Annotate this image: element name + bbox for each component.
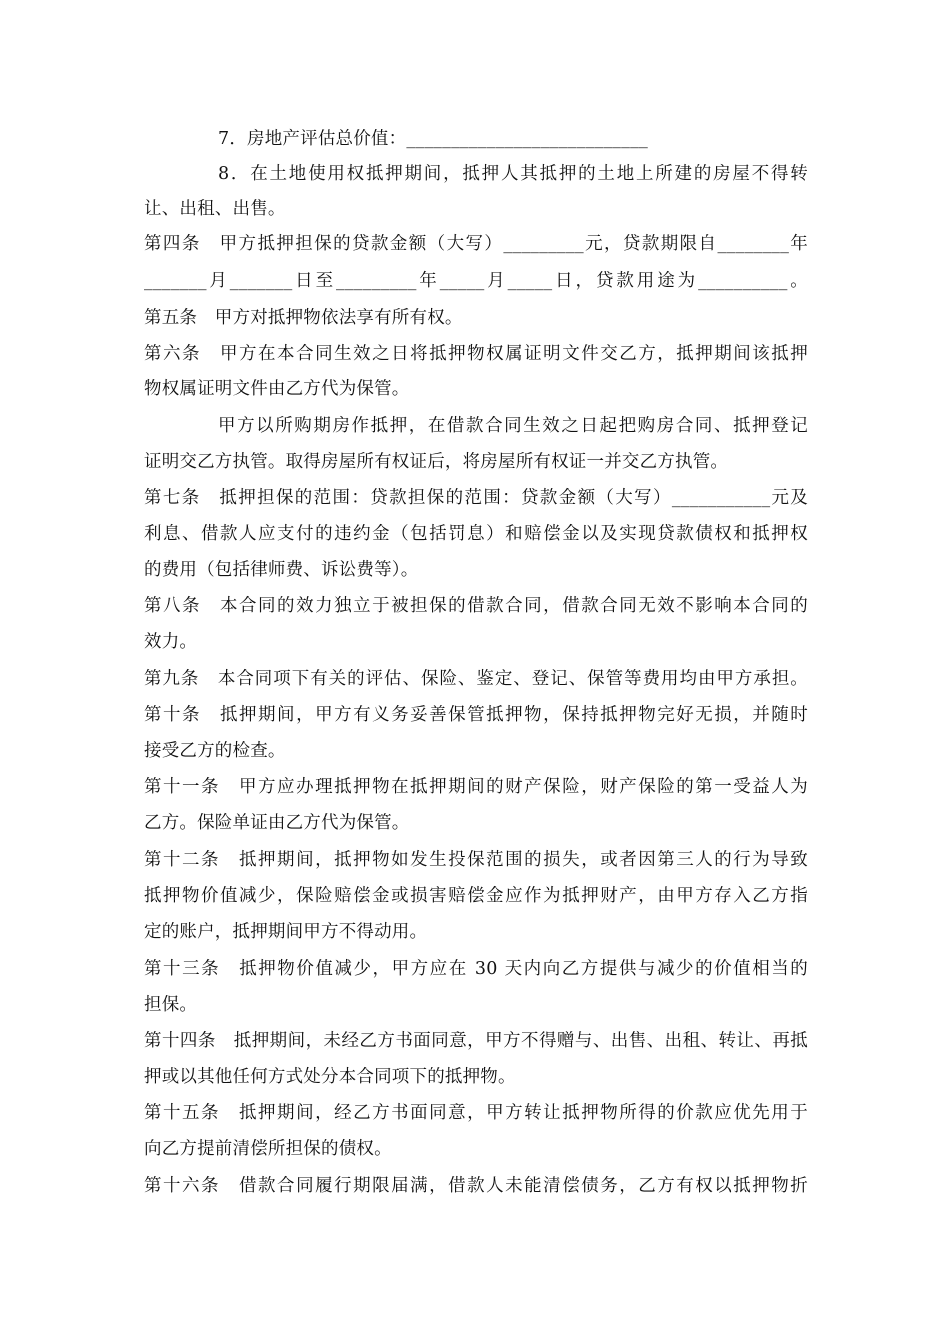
article-8-line-2: 效力。 (144, 632, 198, 652)
article-10-line-2: 接受乙方的检查。 (144, 741, 286, 761)
article-13-line-2: 担保。 (144, 995, 198, 1015)
article-6-para-2-line-2: 证明交乙方执管。取得房屋所有权证后，将房屋所有权证一并交乙方执管。 (144, 452, 729, 472)
article-9: 第九条 本合同项下有关的评估、保险、鉴定、登记、保管等费用均由甲方承担。 (144, 669, 808, 689)
clause-8-line-2: 让、出租、出售。 (144, 199, 286, 219)
article-4-line-1: 第四条 甲方抵押担保的贷款金额（大写）_________元，贷款期限自________年 (144, 234, 808, 254)
article-6-line-1: 第六条 甲方在本合同生效之日将抵押物权属证明文件交乙方，抵押期间该抵押 (144, 344, 808, 364)
article-6-para-2-line-1: 甲方以所购期房作抵押，在借款合同生效之日起把购房合同、抵押登记 (218, 416, 808, 436)
clause-7-appraisal-value: 7．房地产评估总价值：___________________________ (218, 129, 648, 149)
article-14-line-2: 押或以其他任何方式处分本合同项下的抵押物。 (144, 1067, 516, 1087)
article-7-line-1: 第七条 抵押担保的范围：贷款担保的范围：贷款金额（大写）___________元及 (144, 488, 808, 508)
article-8-line-1: 第八条 本合同的效力独立于被担保的借款合同，借款合同无效不影响本合同的 (144, 596, 808, 616)
article-12-line-1: 第十二条 抵押期间，抵押物如发生投保范围的损失，或者因第三人的行为导致 (144, 850, 808, 870)
article-15-line-2: 向乙方提前清偿所担保的债权。 (144, 1139, 392, 1159)
article-7-line-3: 的费用（包括律师费、诉讼费等）。 (144, 560, 419, 580)
article-14-line-1: 第十四条 抵押期间，未经乙方书面同意，甲方不得赠与、出售、出租、转让、再抵 (144, 1031, 808, 1051)
article-15-line-1: 第十五条 抵押期间，经乙方书面同意，甲方转让抵押物所得的价款应优先用于 (144, 1103, 808, 1123)
article-13-line-1: 第十三条 抵押物价值减少，甲方应在 30 天内向乙方提供与减少的价值相当的 (144, 959, 808, 979)
clause-8-line-1: 8．在土地使用权抵押期间，抵押人其抵押的土地上所建的房屋不得转 (218, 164, 808, 184)
article-12-line-2: 抵押物价值减少，保险赔偿金或损害赔偿金应作为抵押财产，由甲方存入乙方指 (144, 886, 808, 906)
article-16-line-1: 第十六条 借款合同履行期限届满，借款人未能清偿债务，乙方有权以抵押物折 (144, 1176, 808, 1196)
article-12-line-3: 定的账户，抵押期间甲方不得动用。 (144, 922, 428, 942)
article-6-line-2: 物权属证明文件由乙方代为保管。 (144, 379, 410, 399)
article-7-line-2: 利息、借款人应支付的违约金（包括罚息）和赔偿金以及实现贷款债权和抵押权 (144, 524, 808, 544)
article-11-line-2: 乙方。保险单证由乙方代为保管。 (144, 813, 410, 833)
article-4-line-2: _______月_______日至_________年_____月_____日，贷款用途为__________。 (144, 271, 808, 291)
article-10-line-1: 第十条 抵押期间，甲方有义务妥善保管抵押物，保持抵押物完好无损，并随时 (144, 705, 808, 725)
article-5: 第五条 甲方对抵押物依法享有所有权。 (144, 308, 463, 328)
article-11-line-1: 第十一条 甲方应办理抵押物在抵押期间的财产保险，财产保险的第一受益人为 (144, 777, 808, 797)
